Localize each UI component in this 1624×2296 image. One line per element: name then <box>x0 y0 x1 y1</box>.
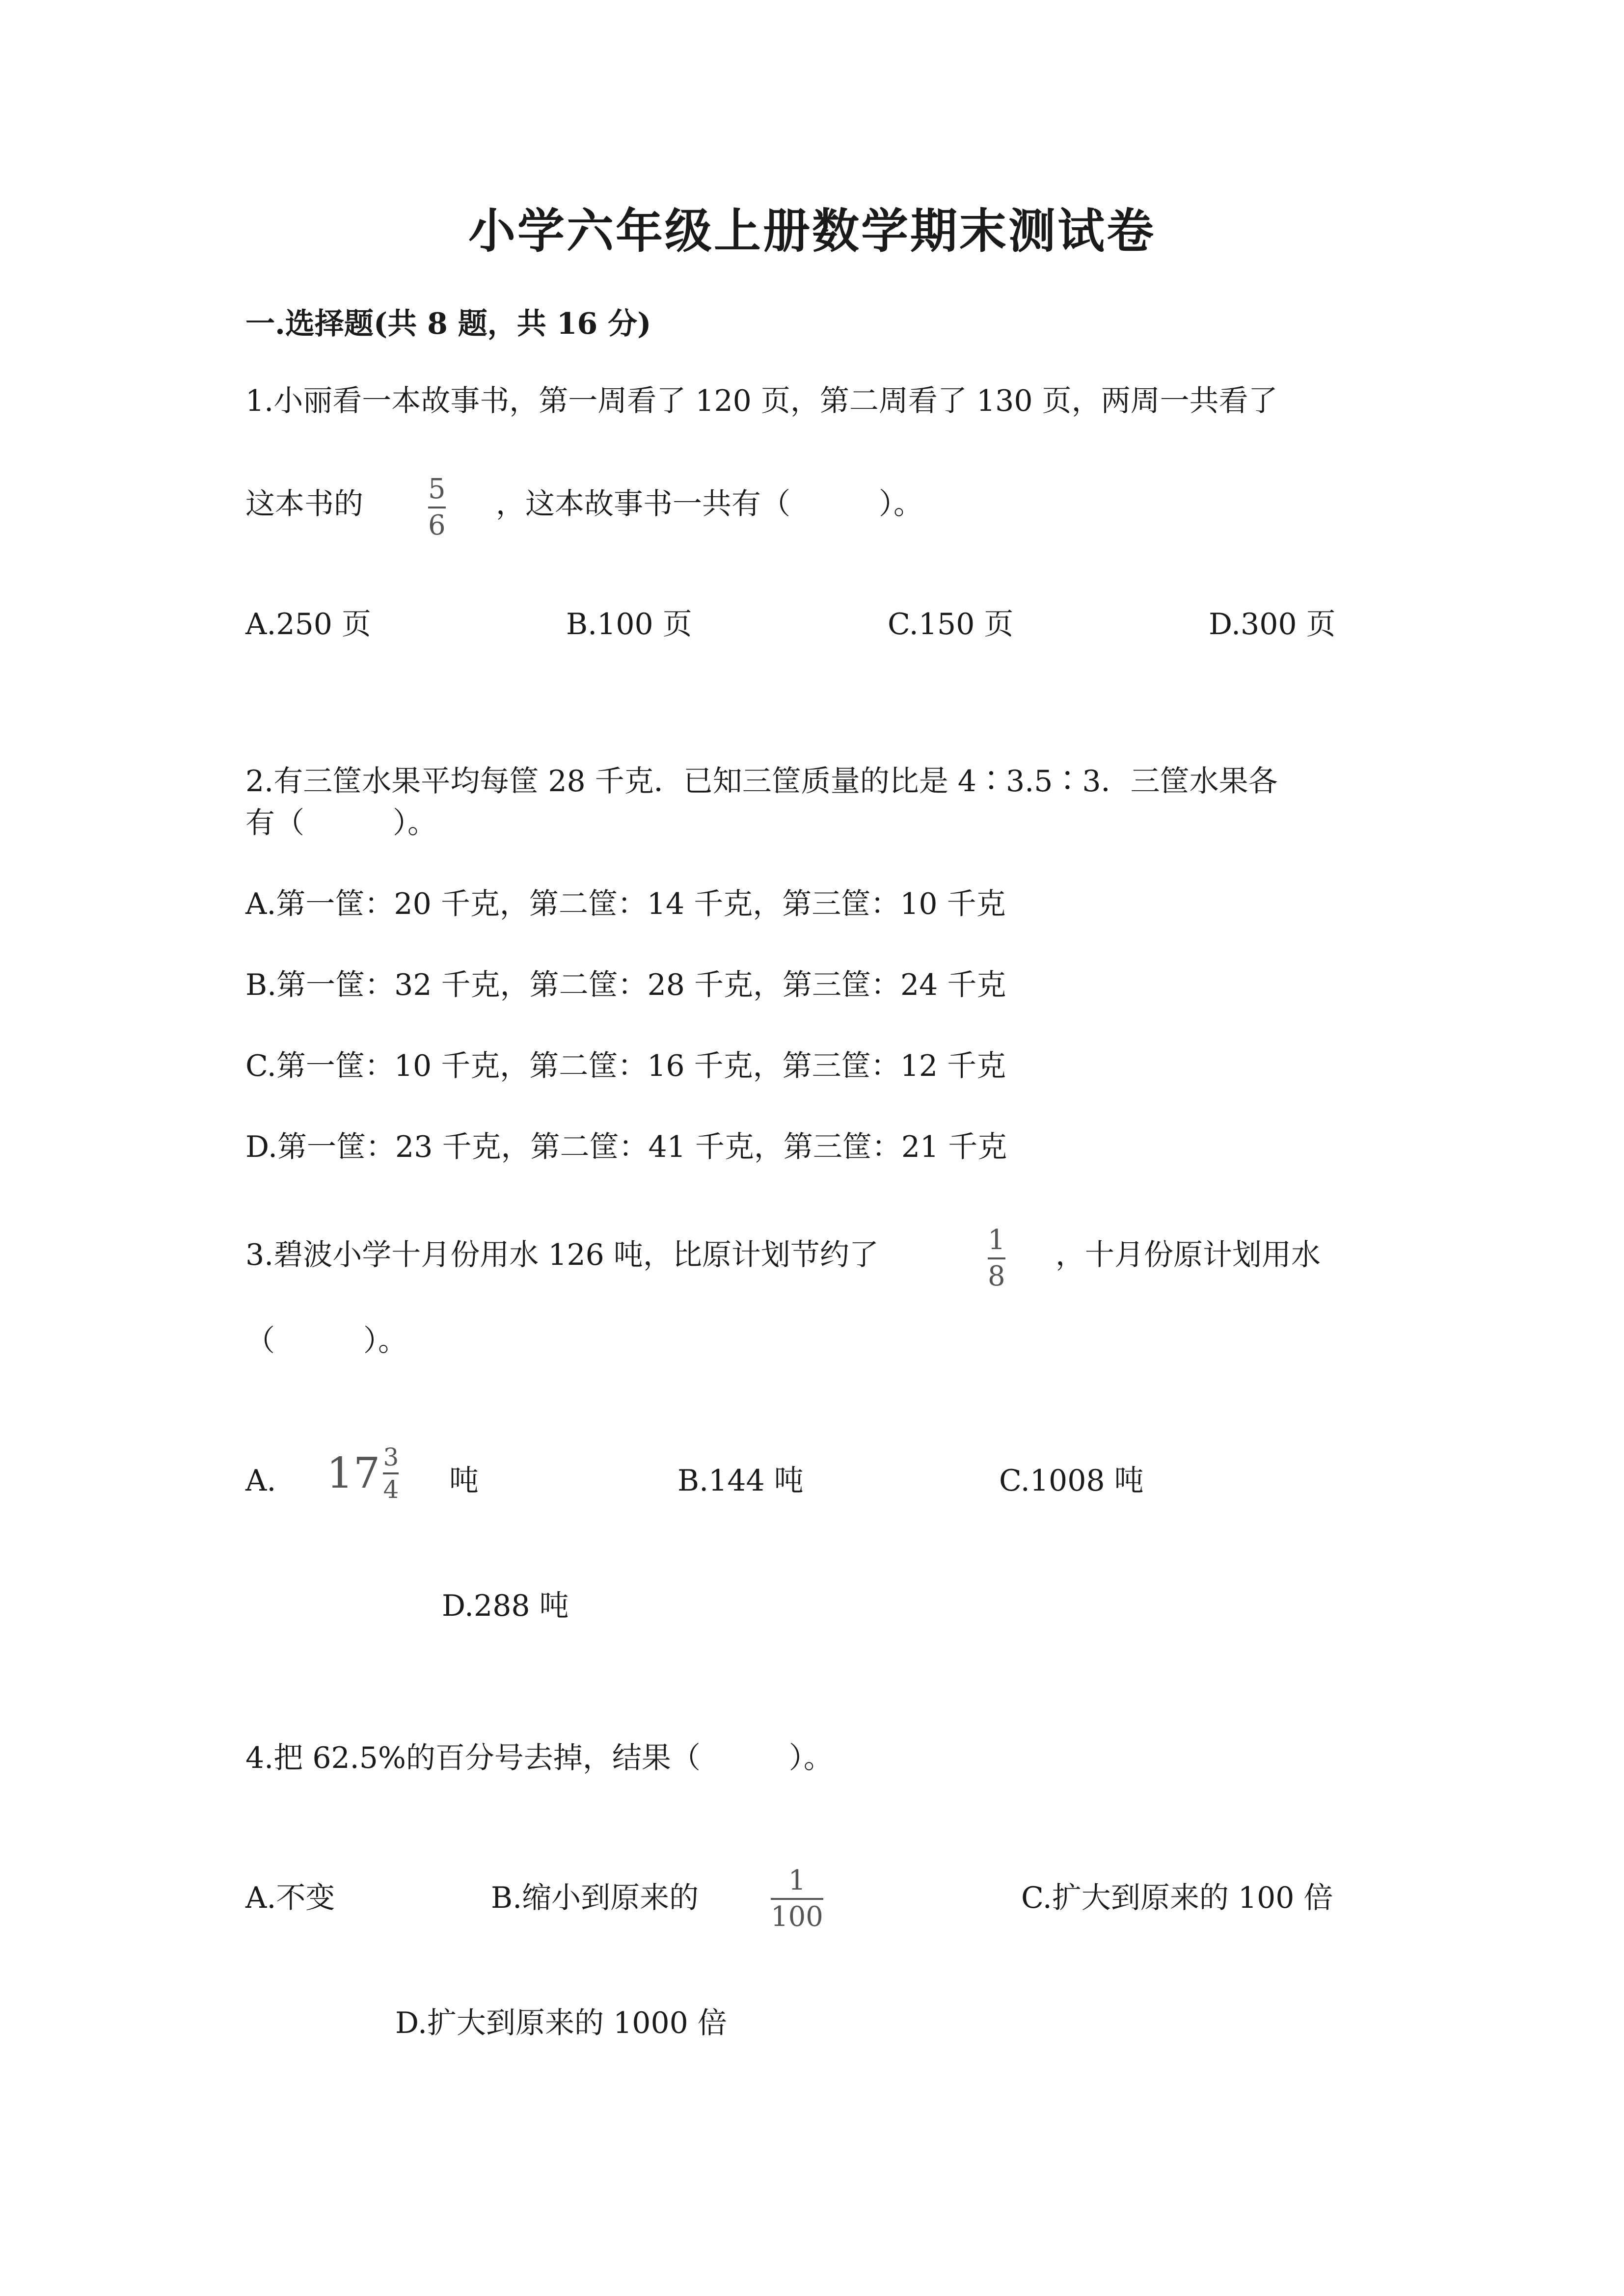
q3-option-a-whole: 17 <box>326 1449 380 1498</box>
q4-option-d[interactable]: D.扩大到原来的 1000 倍 <box>395 2006 727 2040</box>
q3-text-line1-post: ，十月份原计划用水 <box>1056 1238 1321 1272</box>
q1-option-a[interactable]: A.250 页 <box>245 607 371 641</box>
fraction-bar <box>383 1472 399 1474</box>
q3-option-b[interactable]: B.144 吨 <box>677 1464 804 1498</box>
q3-option-a-den: 4 <box>383 1475 399 1504</box>
q1-fraction <box>428 474 446 541</box>
fraction-bar <box>988 1257 1005 1259</box>
q1-option-c[interactable]: C.150 页 <box>888 607 1014 641</box>
q1-option-b[interactable]: B.100 页 <box>566 607 692 641</box>
fraction-bar <box>428 507 446 508</box>
page-title: 小学六年级上册数学期末测试卷 <box>468 203 1156 259</box>
q3-option-a-fraction <box>383 1443 399 1504</box>
q2-text-line2: 有（ ）。 <box>245 806 437 840</box>
q4-option-b-fraction <box>771 1865 823 1933</box>
fraction-bar <box>771 1898 823 1900</box>
q3-text-line2: （ ）。 <box>245 1324 407 1358</box>
q3-text-line1-pre: 3.碧波小学十月份用水 126 吨，比原计划节约了 <box>245 1238 879 1272</box>
q2-text-line1: 2.有三筐水果平均每筐 28 千克．已知三筐质量的比是 4∶3.5∶3．三筐水果各 <box>245 764 1278 799</box>
q4-option-b-text[interactable]: B.缩小到原来的 <box>491 1881 699 1915</box>
q2-option-b[interactable]: B.第一筐：32 千克，第二筐：28 千克，第三筐：24 千克 <box>245 968 1006 1002</box>
q2-option-c[interactable]: C.第一筐：10 千克，第二筐：16 千克，第三筐：12 千克 <box>245 1049 1006 1083</box>
q4-frac-den: 100 <box>771 1901 823 1933</box>
q1-text-line2-post: ，这本故事书一共有（ ）。 <box>496 487 923 521</box>
q3-option-a-num: 3 <box>383 1443 399 1471</box>
section-heading: 一.选择题(共 8 题，共 16 分) <box>245 307 651 341</box>
q4-text-line1: 4.把 62.5%的百分号去掉，结果（ ）。 <box>245 1741 833 1775</box>
q3-frac-den: 8 <box>988 1260 1005 1292</box>
q3-frac-num: 1 <box>988 1224 1005 1256</box>
q2-option-a[interactable]: A.第一筐：20 千克，第二筐：14 千克，第三筐：10 千克 <box>245 887 1006 921</box>
q3-option-a-label[interactable]: A. <box>245 1464 276 1498</box>
q1-frac-num: 5 <box>428 473 446 505</box>
q3-option-d[interactable]: D.288 吨 <box>442 1589 569 1623</box>
q4-frac-num: 1 <box>788 1865 806 1896</box>
q1-frac-den: 6 <box>428 509 446 541</box>
q3-option-c[interactable]: C.1008 吨 <box>999 1464 1144 1498</box>
q2-option-d[interactable]: D.第一筐：23 千克，第二筐：41 千克，第三筐：21 千克 <box>245 1130 1007 1164</box>
q1-text-line1: 1.小丽看一本故事书，第一周看了 120 页，第二周看了 130 页，两周一共看了 <box>245 384 1278 418</box>
q1-option-d[interactable]: D.300 页 <box>1209 607 1336 641</box>
q3-option-a-unit: 吨 <box>449 1464 479 1498</box>
q4-option-c[interactable]: C.扩大到原来的 100 倍 <box>1021 1881 1333 1915</box>
q4-option-a[interactable]: A.不变 <box>245 1881 335 1915</box>
q3-fraction <box>988 1225 1005 1292</box>
q3-option-a-mixed-number[interactable] <box>326 1443 399 1504</box>
q1-text-line2-pre: 这本书的 <box>245 487 363 521</box>
